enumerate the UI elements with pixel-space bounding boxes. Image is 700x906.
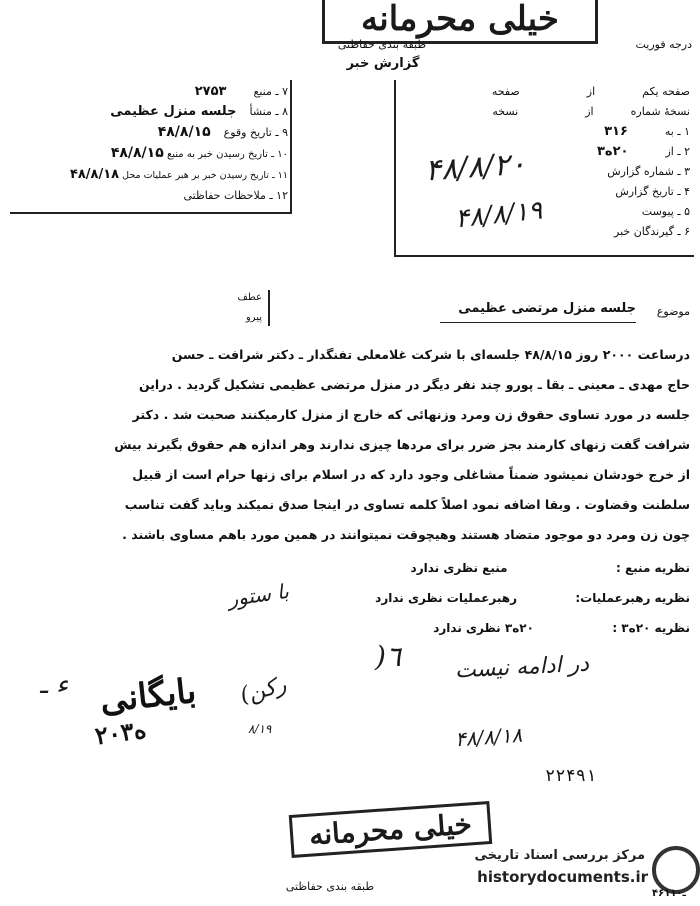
confidential-stamp-top: خیلی محرمانه (322, 0, 598, 44)
dept-opinion-row (300, 613, 690, 643)
archive-dept: ۲۰ه۳ (93, 714, 149, 751)
copy-word: نسخه (492, 105, 519, 118)
received-source-value: ۴۸/۸/۱۵ (110, 145, 164, 161)
page-word: صفحه (491, 85, 520, 98)
body-line: درساعت ۲۰۰۰ روز ۴۸/۸/۱۵ جلسه‌ای با شرکت غلامعلی تفنگدار ـ دکتر شرافت ـ حسن (171, 347, 690, 362)
source-value: ۲۷۵۳ (194, 84, 227, 99)
watermark-logo-icon (652, 846, 700, 894)
opinions (300, 553, 690, 643)
left-fields (0, 82, 288, 206)
subject-value: جلسه منزل مرتضی عظیمی (458, 301, 636, 316)
report-title: گزارش خبر (346, 56, 420, 71)
handwritten-initials: (رکن (237, 672, 289, 709)
received-source-row (0, 143, 288, 165)
copy-of: از (585, 105, 594, 118)
page-row (400, 82, 690, 102)
body-line: چون زن ومرد دو موجود متضاد هستند وهیچوقت نمیتوانند در همین مورد باهم مساوی باشند . (122, 527, 690, 542)
source-opinion-row (300, 553, 690, 583)
report-date-label: ۴ ـ تاریخ گزارش (615, 185, 690, 198)
attachment-label: ۵ ـ پیوست (641, 205, 690, 218)
subject-label: موضوع (656, 305, 690, 318)
recipients-row (400, 222, 690, 242)
page-label: صفحه یکم (642, 85, 690, 98)
body-line: شرافت گفت زنهای کارمند بجز ضرر برای مردها چیزی ندارند وهر اندازه هم حقوق بگیرند بیش (114, 437, 690, 452)
footer-classification-caption: طبقه بندی حفاظتی (285, 880, 375, 893)
to-label: ۱ ـ به (664, 125, 690, 138)
archive-stamp: بایگانی (98, 671, 199, 721)
right-bottom-rule (394, 255, 694, 257)
follow-label: پیرو (245, 312, 262, 323)
handwritten-mark: )٦ (375, 640, 401, 673)
dept-opinion-label: نظریه ۲۰ه۳ : (612, 621, 690, 635)
handwritten-date-right: ۴۸/۸/۱۸ (454, 722, 523, 752)
left-bracket (290, 80, 292, 212)
origin-label: ۸ ـ منشأ (249, 105, 288, 118)
handwritten-number: ۲۲۴۹۱ (545, 766, 597, 786)
ops-opinion-label: نظریه رهبرعملیات: (575, 591, 690, 605)
received-ops-label: ۱۱ ـ تاریخ رسیدن خبر بر هبر عملیات محل (122, 170, 288, 181)
received-source-label: ۱۰ ـ تاریخ رسیدن خبر به منبع (166, 149, 288, 160)
dept-opinion-value: ۲۰ه۳ نظری ندارد (433, 621, 534, 635)
event-date-row (0, 122, 288, 143)
body-line: سلطنت وقضاوت . وبقا اضافه نمود اصلاً کلمه تساوی در اینجا صدق نمیکند وباید گفت تناسب (124, 497, 690, 512)
received-ops-row (0, 165, 288, 186)
source-row (0, 82, 288, 102)
event-date-value: ۴۸/۸/۱۵ (157, 124, 211, 140)
attachment-row (400, 202, 690, 222)
handwritten-date-top: ۴۸/۸/۲۰ (423, 146, 527, 189)
page-code: ۴۶ـ۱۱۰ (652, 888, 686, 899)
handwritten-small-date: ۸/۱۹ (248, 722, 272, 736)
body-line: از خرج خودشان نمیشود ضمناً مشاغلی وجود دارد که در اسلام برای زنها حرام است از قبیل (132, 467, 690, 482)
watermark-center-name: مرکز بررسی اسناد تاریخی (474, 848, 645, 863)
source-label: ۷ ـ منبع (253, 85, 288, 98)
urgency-label: درجه فوریت (635, 38, 692, 51)
handwritten-date-mid: ۴۸/۸/۱۹ (453, 195, 544, 235)
report-body (36, 340, 690, 550)
copy-row (400, 102, 690, 122)
body-line: جلسه در مورد تساوی حقوق زن ومرد وزنهائی که خارج از منزل کارمیکنند صحبت شد . دکتر (132, 407, 690, 422)
event-date-label: ۹ ـ تاریخ وقوع (223, 126, 288, 139)
watermark-url: historydocuments.ir (477, 868, 648, 886)
from-label: ۲ ـ از (665, 145, 690, 158)
page-of: از (586, 85, 596, 98)
handwritten-mark-left: ء ـ (40, 670, 69, 700)
confidential-stamp-bottom: خیلی محرمانه (289, 801, 493, 858)
handwritten-signature-right: در ادامه نیست (454, 651, 590, 684)
left-bottom-rule (10, 212, 292, 214)
ops-opinion-value: رهبرعملیات نظری ندارد (375, 591, 517, 605)
ops-opinion-row (300, 583, 690, 613)
to-row (400, 122, 690, 142)
ref-label: عطف (237, 292, 262, 303)
classification-caption: طبقه بندی حفاظتی (337, 38, 427, 51)
right-bracket (394, 80, 396, 255)
to-value: ۳۱۶ (604, 124, 628, 139)
received-ops-value: ۴۸/۸/۱۸ (69, 167, 120, 182)
ref-divider (268, 290, 270, 326)
source-opinion-value: منبع نظری ندارد (410, 561, 508, 575)
report-no-label: ۳ ـ شماره گزارش (607, 165, 690, 178)
subject-underline (440, 322, 636, 323)
recipients-label: ۶ ـ گیرندگان خبر (614, 225, 690, 238)
copy-label: نسخهٔ شماره (630, 105, 690, 118)
handwritten-note-left: با ستور (226, 578, 291, 612)
source-opinion-label: نظریه منبع : (615, 561, 690, 575)
notes-label: ۱۲ ـ ملاحظات حفاظتی (183, 189, 288, 202)
body-line: حاج مهدی ـ معینی ـ بقا ـ پورو چند نفر دیگر در منزل مرتضی عظیمی تشکیل گردید . دراین (138, 377, 690, 392)
origin-value: جلسه منزل عظیمی (110, 104, 237, 119)
notes-row (0, 186, 288, 206)
from-value: ۲۰ه۳ (596, 144, 629, 159)
origin-row (0, 102, 288, 122)
